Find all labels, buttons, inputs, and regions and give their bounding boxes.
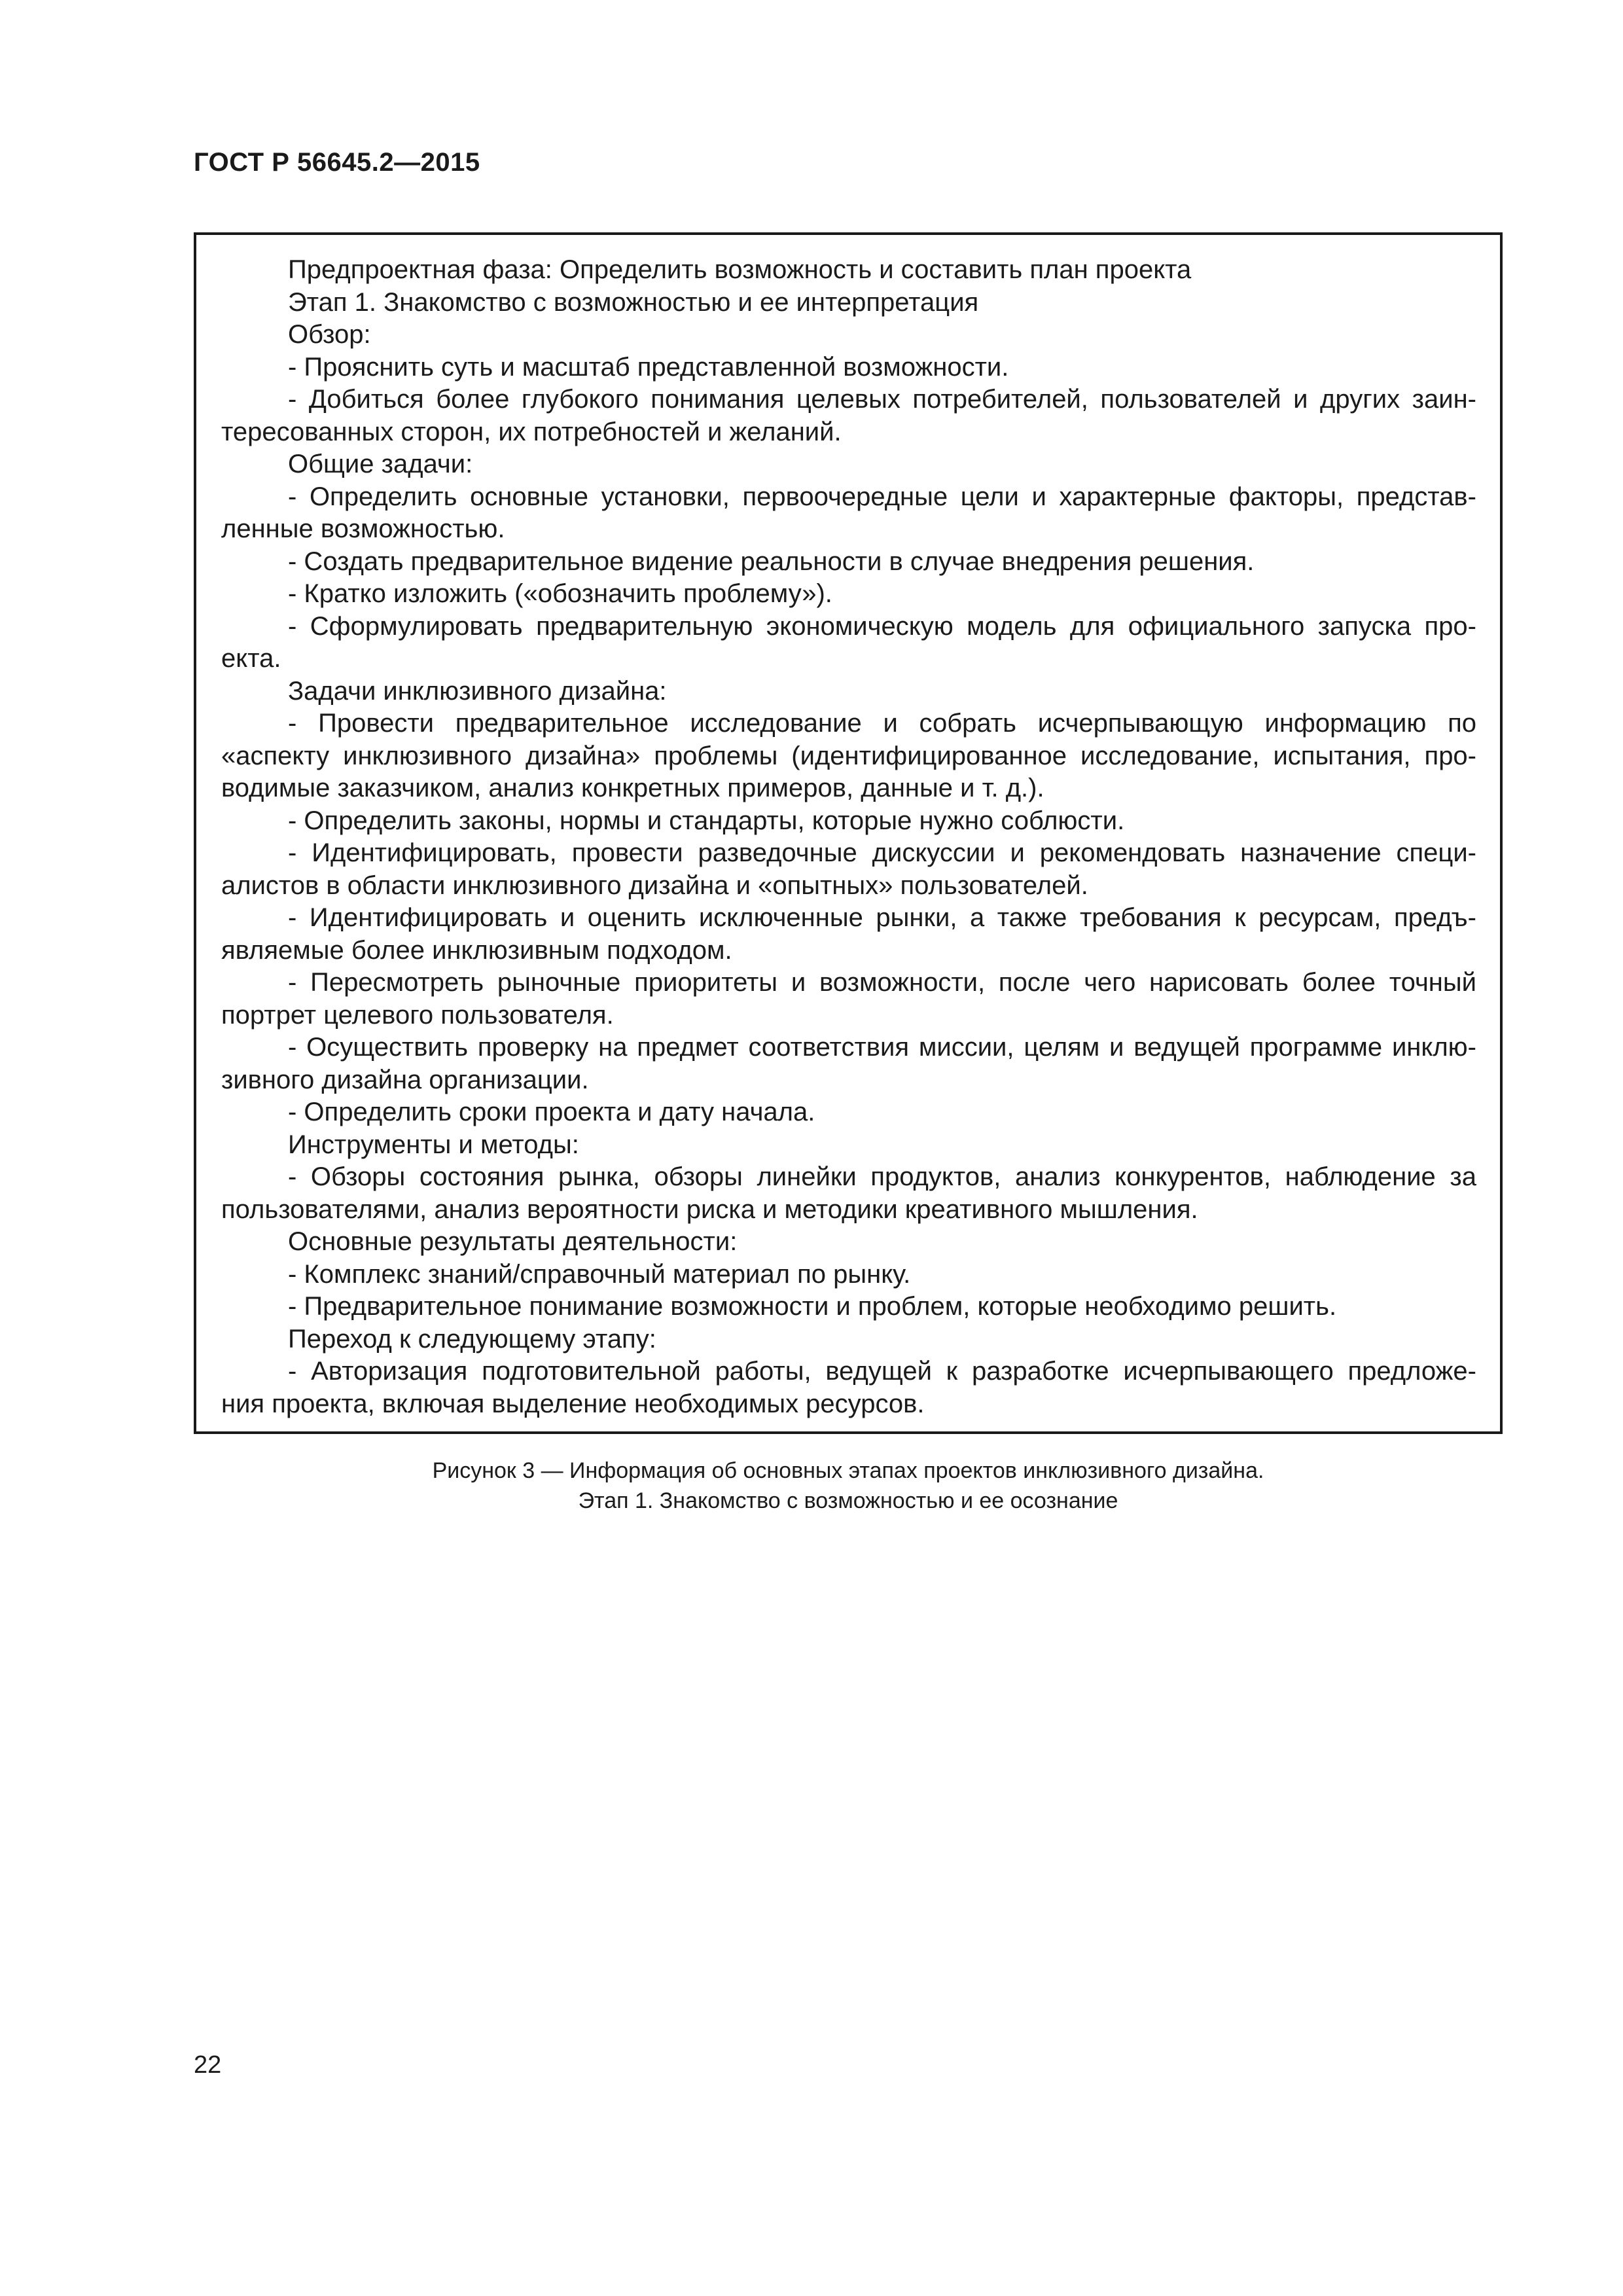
figure-text-line: Переход к следующему этапу: [288,1324,656,1354]
figure-text-line: - Осуществить проверку на предмет соответствия миссии, целям и ведущей программе инклю- [288,1033,1476,1062]
figure-caption-line-2: Этап 1. Знакомство с возможностью и ее осознание [578,1488,1118,1513]
figure-text-block [221,254,1476,1420]
figure-text-line: - Идентифицировать, провести разведочные дискуссии и рекомендовать назначение специ- [288,838,1476,867]
figure-text-line: екта. [221,644,281,673]
figure-text-line: портрет целевого пользователя. [221,1000,614,1030]
figure-text-line: Основные результаты деятельности: [288,1227,738,1256]
figure-text-line: - Провести предварительное исследование и собрать исчерпывающую информацию по [288,709,1476,738]
figure-caption [194,1456,1503,1516]
figure-text-line: Обзор: [288,320,371,349]
figure-text-line: Общие задачи: [288,450,473,478]
figure-text-line: - Добиться более глубокого понимания целевых потребителей, пользователей и других заин- [288,385,1476,414]
figure-text-line: - Определить законы, нормы и стандарты, которые нужно соблюсти. [288,806,1125,835]
figure-text-line: водимые заказчиком, анализ конкретных примеров, данные и т. д.). [221,774,1044,802]
figure-text-line: ленные возможностью. [221,514,505,543]
document-header: ГОСТ Р 56645.2—2015 [194,148,480,177]
figure-frame [194,232,1503,1434]
figure-text-line: Предпроектная фаза: Определить возможность и составить план проекта [288,255,1192,284]
figure-text-line: являемые более инклюзивным подходом. [221,935,732,965]
figure-text-line: Этап 1. Знакомство с возможностью и ее интерпретация [288,287,979,317]
figure-text-line: - Авторизация подготовительной работы, ведущей к разработке исчерпывающего предложе- [288,1357,1476,1386]
figure-text-line: ния проекта, включая выделение необходимых ресурсов. [221,1389,925,1418]
figure-text-line: - Обзоры состояния рынка, обзоры линейки продуктов, анализ конкурентов, наблюдение за [288,1162,1476,1191]
figure-text-line: - Комплекс знаний/справочный материал по рынку. [288,1259,911,1289]
figure-text-line: Задачи инклюзивного дизайна: [288,676,667,706]
figure-text-line: алистов в области инклюзивного дизайна и «опытных» пользователей. [221,870,1088,900]
figure-text-line: - Прояснить суть и масштаб представленной возможности. [288,352,1009,382]
figure-text-line: - Пересмотреть рыночные приоритеты и возможности, после чего нарисовать более точный [288,968,1476,997]
figure-text-line: - Идентифицировать и оценить исключенные рынки, а также требования к ресурсам, предъ- [288,903,1476,932]
figure-text-line: - Определить основные установки, первоочередные цели и характерные факторы, представ- [288,482,1476,511]
figure-text-line: - Кратко изложить («обозначить проблему»). [288,579,832,608]
page-number: 22 [194,2051,222,2079]
figure-text-line: - Определить сроки проекта и дату начала. [288,1098,815,1126]
figure-text-line: - Создать предварительное видение реальности в случае внедрения решения. [288,547,1255,576]
figure-text-line: тересованных сторон, их потребностей и желаний. [221,417,842,446]
figure-text-line: «аспекту инклюзивного дизайна» проблемы (идентифицированное исследование, испытания, про- [221,741,1476,770]
figure-text-line: - Сформулировать предварительную экономическую модель для официального запуска про- [288,611,1476,641]
figure-text-line: пользователями, анализ вероятности риска и методики креативного мышления. [221,1194,1198,1224]
figure-caption-line-1: Рисунок 3 — Информация об основных этапах проектов инклюзивного дизайна. [432,1458,1264,1483]
figure-text-line: зивного дизайна организации. [221,1065,589,1094]
figure-text-line: - Предварительное понимание возможности и проблем, которые необходимо решить. [288,1292,1337,1321]
figure-text-line: Инструменты и методы: [288,1130,579,1159]
